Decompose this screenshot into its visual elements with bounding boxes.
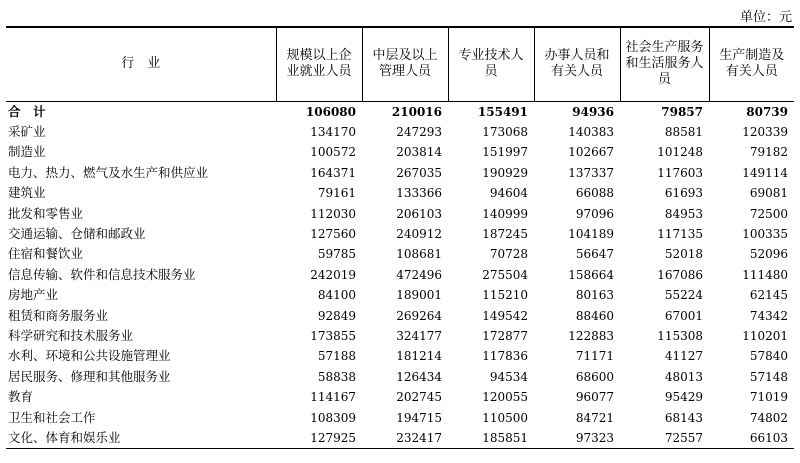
table-row xyxy=(6,265,794,285)
wage-value: 115210 xyxy=(482,288,528,303)
industry-name: 住宿和餐饮业 xyxy=(8,246,84,262)
wage-value: 106080 xyxy=(305,104,356,119)
industry-name: 教育 xyxy=(8,389,34,405)
industry-name: 信息传输、软件和信息技术服务业 xyxy=(8,266,196,282)
table-row xyxy=(6,326,794,346)
wage-value: 472496 xyxy=(396,267,442,282)
wage-value: 96077 xyxy=(575,390,614,405)
wage-value: 134170 xyxy=(310,125,356,140)
wage-value: 190929 xyxy=(482,165,528,180)
industry-name: 水利、环境和公共设施管理业 xyxy=(8,348,171,364)
wage-value: 117135 xyxy=(657,227,703,242)
wage-value: 57840 xyxy=(749,349,788,364)
table-row xyxy=(6,407,794,427)
wage-value: 117836 xyxy=(482,349,528,364)
wage-value: 133366 xyxy=(396,186,442,201)
table-row xyxy=(6,183,794,203)
wage-value: 172877 xyxy=(482,328,528,343)
wage-value: 48013 xyxy=(664,369,703,384)
wage-value: 94534 xyxy=(489,369,528,384)
wage-value: 240912 xyxy=(396,227,442,242)
industry-name: 合 计 xyxy=(8,103,46,119)
wage-value: 108309 xyxy=(310,410,356,425)
wage-value: 269264 xyxy=(396,308,442,323)
wage-value: 68143 xyxy=(664,410,703,425)
wage-value: 275504 xyxy=(482,267,528,282)
wage-value: 56647 xyxy=(575,247,614,262)
wage-value: 70728 xyxy=(489,247,528,262)
wage-value: 110500 xyxy=(482,410,528,425)
wage-value: 110201 xyxy=(742,328,788,343)
industry-name: 文化、体育和娱乐业 xyxy=(6,428,276,449)
wage-value: 58838 xyxy=(317,369,356,384)
industry-name: 租赁和商务服务业 xyxy=(8,307,109,323)
wage-value: 84953 xyxy=(664,206,703,221)
industry-name: 交通运输、仓储和邮政业 xyxy=(8,226,146,242)
wage-value: 127560 xyxy=(310,227,356,242)
wage-value: 324177 xyxy=(396,328,442,343)
table-row xyxy=(6,203,794,223)
industry-name: 卫生和社会工作 xyxy=(8,409,96,425)
industry-name: 居民服务、修理和其他服务业 xyxy=(8,368,171,384)
wage-value: 57188 xyxy=(317,349,356,364)
wage-value: 120339 xyxy=(742,125,788,140)
wage-value: 101248 xyxy=(657,145,703,160)
wage-value: 140383 xyxy=(568,125,614,140)
wage-value: 97323 xyxy=(534,428,620,449)
table-row xyxy=(6,305,794,325)
wage-value: 69081 xyxy=(749,186,788,201)
unit-label: 单位：元 xyxy=(739,10,792,25)
wage-value: 189001 xyxy=(396,288,442,303)
wage-value: 79182 xyxy=(749,145,788,160)
wage-value: 137337 xyxy=(568,165,614,180)
wage-value: 74802 xyxy=(749,410,788,425)
wage-value: 41127 xyxy=(664,349,703,364)
wage-value: 94604 xyxy=(489,186,528,201)
wage-value: 126434 xyxy=(396,369,442,384)
wage-value: 210016 xyxy=(391,104,442,119)
table-row xyxy=(6,142,794,162)
wage-value: 108681 xyxy=(396,247,442,262)
wage-value: 80739 xyxy=(746,104,788,119)
wage-value: 232417 xyxy=(362,428,448,449)
wage-value: 55224 xyxy=(664,288,703,303)
wage-value: 88460 xyxy=(575,308,614,323)
wage-value: 84721 xyxy=(575,410,614,425)
wage-value: 59785 xyxy=(317,247,356,262)
wage-value: 66088 xyxy=(575,186,614,201)
wage-value: 122883 xyxy=(568,328,614,343)
wage-value: 52018 xyxy=(664,247,703,262)
table-body xyxy=(6,101,794,449)
wage-value: 164371 xyxy=(310,165,356,180)
wage-value: 194715 xyxy=(396,410,442,425)
wage-value: 57148 xyxy=(749,369,788,384)
wage-value: 173855 xyxy=(310,328,356,343)
wage-value: 68600 xyxy=(575,369,614,384)
wage-value: 167086 xyxy=(657,267,703,282)
table-row xyxy=(6,224,794,244)
wage-value: 79857 xyxy=(661,104,703,119)
wage-value: 61693 xyxy=(664,186,703,201)
header-managers: 中层及以上管理人员 xyxy=(362,27,448,101)
industry-name: 制造业 xyxy=(8,144,46,160)
wage-value: 181214 xyxy=(396,349,442,364)
wage-value: 102667 xyxy=(568,145,614,160)
industry-name: 科学研究和技术服务业 xyxy=(8,327,134,343)
wage-value: 242019 xyxy=(310,267,356,282)
wage-value: 115308 xyxy=(657,328,703,343)
wage-value: 267035 xyxy=(396,165,442,180)
wage-value: 155491 xyxy=(477,104,528,119)
wage-value: 67001 xyxy=(664,308,703,323)
wage-value: 173068 xyxy=(482,125,528,140)
header-industry: 行 业 xyxy=(6,27,276,101)
wage-value: 112030 xyxy=(310,206,356,221)
table-row xyxy=(6,367,794,387)
wage-value: 74342 xyxy=(749,308,788,323)
wage-value: 71171 xyxy=(575,349,614,364)
table-row xyxy=(6,346,794,366)
wage-value: 127925 xyxy=(276,428,362,449)
wage-value: 247293 xyxy=(396,125,442,140)
wage-value: 140999 xyxy=(482,206,528,221)
industry-name: 房地产业 xyxy=(8,287,59,303)
wage-value: 66103 xyxy=(709,428,794,449)
header-professionals: 专业技术人员 xyxy=(448,27,534,101)
table-row xyxy=(6,122,794,142)
wage-value: 79161 xyxy=(317,186,356,201)
table-row xyxy=(6,163,794,183)
header-service-workers: 社会生产服务和生活服务人员 xyxy=(620,27,709,101)
wage-value: 72500 xyxy=(749,206,788,221)
wage-value: 62145 xyxy=(749,288,788,303)
table-row xyxy=(6,428,794,449)
wage-value: 97096 xyxy=(575,206,614,221)
wage-value: 94936 xyxy=(572,104,614,119)
industry-name: 批发和零售业 xyxy=(8,205,84,221)
wage-value: 111480 xyxy=(742,267,788,282)
industry-name: 电力、热力、燃气及水生产和供应业 xyxy=(8,164,209,180)
wage-value: 149542 xyxy=(482,308,528,323)
header-row xyxy=(6,27,794,101)
wage-value: 203814 xyxy=(396,145,442,160)
wage-table xyxy=(6,26,794,449)
wage-value: 151997 xyxy=(482,145,528,160)
wage-value: 114167 xyxy=(310,390,356,405)
industry-name: 建筑业 xyxy=(8,185,46,201)
industry-name: 采矿业 xyxy=(8,124,46,140)
table-header xyxy=(6,27,794,101)
wage-value: 158664 xyxy=(568,267,614,282)
wage-value: 88581 xyxy=(664,125,703,140)
wage-value: 185851 xyxy=(448,428,534,449)
header-clerks: 办事人员和有关人员 xyxy=(534,27,620,101)
wage-value: 149114 xyxy=(742,165,788,180)
table-row xyxy=(6,387,794,407)
wage-value: 187245 xyxy=(482,227,528,242)
wage-value: 206103 xyxy=(396,206,442,221)
wage-value: 80163 xyxy=(575,288,614,303)
table-row xyxy=(6,285,794,305)
header-production-workers: 生产制造及有关人员 xyxy=(709,27,794,101)
table-row xyxy=(6,244,794,264)
total-row xyxy=(6,101,794,122)
wage-value: 84100 xyxy=(317,288,356,303)
wage-value: 72557 xyxy=(620,428,709,449)
wage-value: 95429 xyxy=(664,390,703,405)
wage-value: 52096 xyxy=(749,247,788,262)
header-all-employees: 规模以上企业就业人员 xyxy=(276,27,362,101)
wage-value: 100335 xyxy=(742,227,788,242)
wage-value: 120055 xyxy=(482,390,528,405)
wage-value: 202745 xyxy=(396,390,442,405)
wage-value: 117603 xyxy=(657,165,703,180)
wage-value: 100572 xyxy=(310,145,356,160)
wage-value: 71019 xyxy=(749,390,788,405)
wage-value: 92849 xyxy=(317,308,356,323)
wage-value: 104189 xyxy=(568,227,614,242)
